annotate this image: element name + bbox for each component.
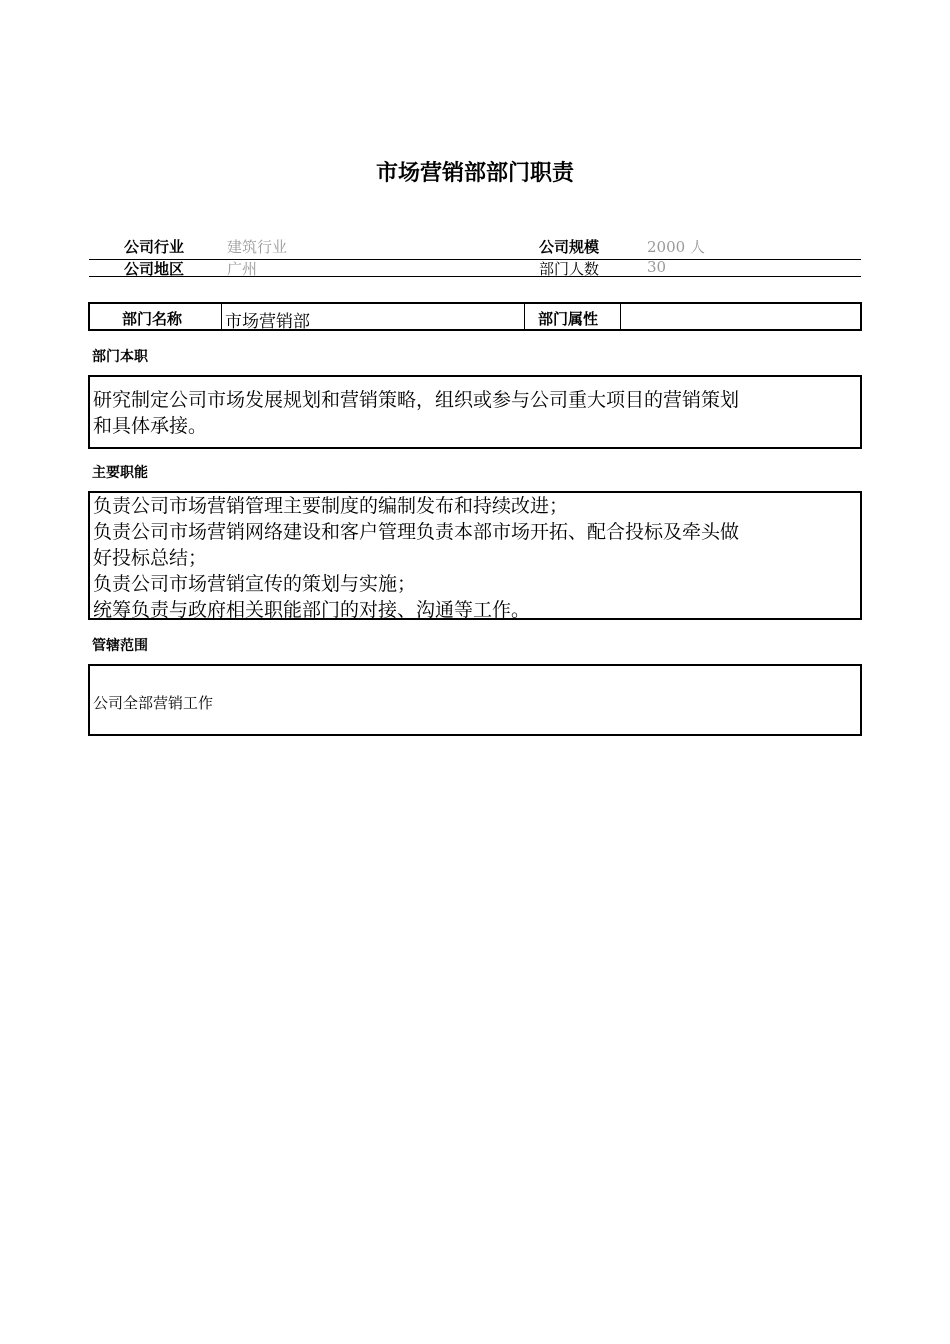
function-line: 负责公司市场营销管理主要制度的编制发布和持续改进； xyxy=(93,495,569,517)
cell-divider xyxy=(524,304,525,329)
duty-box xyxy=(88,375,862,449)
info-divider-1 xyxy=(89,259,861,260)
functions-box xyxy=(88,491,862,620)
region-label: 公司地区 xyxy=(124,260,185,278)
cell-divider xyxy=(620,304,621,329)
duty-line: 和具体承接。 xyxy=(93,415,208,437)
department-row xyxy=(88,302,862,331)
scale-value: 2000 人 xyxy=(647,238,705,256)
scale-label: 公司规模 xyxy=(539,238,600,256)
function-line: 负责公司市场营销宣传的策划与实施； xyxy=(93,573,417,595)
industry-label: 公司行业 xyxy=(124,238,185,256)
duty-line: 研究制定公司市场发展规划和营销策略，组织或参与公司重大项目的营销策划 xyxy=(93,389,740,411)
duty-text xyxy=(93,387,861,439)
scope-text: 公司全部营销工作 xyxy=(93,694,214,712)
region-value: 广州 xyxy=(227,260,258,278)
cell-divider xyxy=(221,304,222,329)
headcount-label: 部门人数 xyxy=(539,260,600,278)
page-title: 市场营销部部门职责 xyxy=(375,161,574,186)
department-name-value: 市场营销部 xyxy=(225,312,310,332)
industry-value: 建筑行业 xyxy=(227,238,288,256)
info-divider-2 xyxy=(89,276,861,277)
scope-heading: 管辖范围 xyxy=(92,638,148,654)
functions-text xyxy=(93,493,861,623)
duty-heading: 部门本职 xyxy=(92,349,148,365)
function-line: 统筹负责与政府相关职能部门的对接、沟通等工作。 xyxy=(93,599,531,621)
function-line: 负责公司市场营销网络建设和客户管理负责本部市场开拓、配合投标及牵头做 xyxy=(93,521,740,543)
scope-box xyxy=(88,664,862,736)
department-attr-label: 部门属性 xyxy=(538,310,599,328)
department-name-label: 部门名称 xyxy=(122,310,183,328)
headcount-value: 30 xyxy=(647,258,667,276)
function-line: 好投标总结； xyxy=(93,547,208,569)
functions-heading: 主要职能 xyxy=(92,465,148,481)
